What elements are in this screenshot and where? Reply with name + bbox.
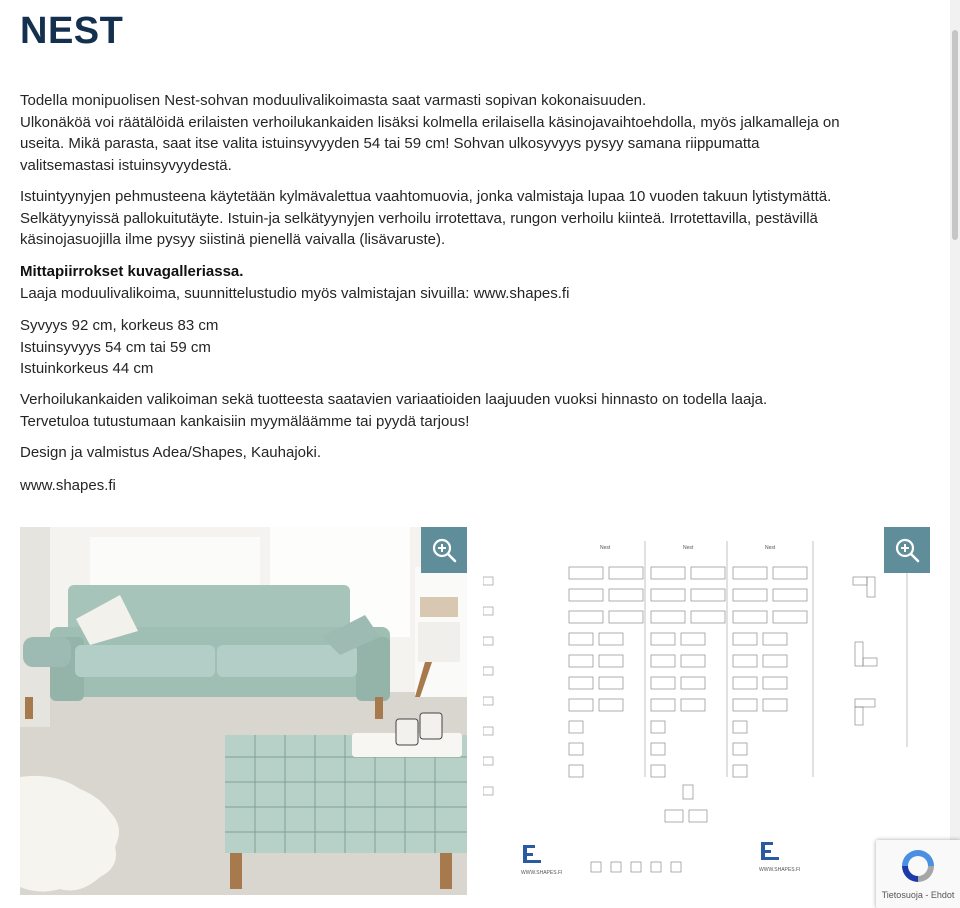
module-drawing	[651, 743, 665, 755]
fabric-line: Tervetuloa tutustumaan kankaisiin myymäläämme tai pyydä tarjous!	[20, 412, 470, 430]
module-drawing	[733, 611, 767, 623]
module-drawing	[773, 589, 807, 601]
module-drawing	[733, 721, 747, 733]
page-scrollbar[interactable]	[950, 0, 960, 908]
module-drawing	[763, 677, 787, 689]
dimensions-list	[20, 315, 940, 380]
design-text: Design ja valmistus Adea/Shapes, Kauhajoki.	[20, 444, 322, 461]
module-drawing	[733, 633, 757, 645]
module-drawing	[733, 589, 767, 601]
drawing-brand-text: WWW.SHAPES.FI	[759, 867, 801, 873]
intro-paragraph	[20, 90, 940, 176]
module-drawing	[569, 611, 603, 623]
module-drawing	[651, 699, 675, 711]
module-drawing	[691, 567, 725, 579]
module-drawing	[733, 567, 767, 579]
drawings-paragraph	[20, 261, 940, 304]
module-drawing	[651, 589, 685, 601]
module-drawing	[609, 589, 643, 601]
drawing-column-title: Nest	[765, 545, 776, 551]
fabric-line: Verhoilukankaiden valikoiman sekä tuotteesta saatavien variaatioiden laajuuden vuoksi hinnasto on todella laaja.	[20, 391, 768, 408]
module-drawing	[733, 743, 747, 755]
module-drawing	[733, 677, 757, 689]
module-drawing	[733, 765, 747, 777]
scrollbar-thumb[interactable]	[952, 30, 958, 240]
module-drawing	[763, 655, 787, 667]
module-drawing	[681, 633, 705, 645]
module-drawing	[763, 699, 787, 711]
dimension-depth: Syvyys 92 cm, korkeus 83 cm	[20, 317, 219, 334]
module-drawing	[733, 699, 757, 711]
module-drawing	[773, 567, 807, 579]
sofa-photo[interactable]	[20, 527, 467, 895]
intro-line: Todella monipuolisen Nest-sohvan moduulivalikoimasta saat varmasti sopivan kokonaisuuden.	[20, 92, 647, 109]
module-drawing	[733, 655, 757, 667]
module-drawing	[569, 655, 593, 667]
drawings-line	[20, 283, 940, 305]
module-drawing	[763, 633, 787, 645]
cushion-line: käsinojasuojilla ilme pysyy siistinä pienellä vaivalla (lisävaruste).	[20, 231, 446, 248]
sofa-illustration	[20, 527, 467, 895]
module-drawing	[569, 721, 583, 733]
module-drawing	[681, 655, 705, 667]
recaptcha-links[interactable]	[876, 890, 960, 900]
module-drawing	[569, 677, 593, 689]
drawing-column-title: Nest	[600, 545, 611, 551]
module-drawing	[609, 567, 643, 579]
module-drawing	[773, 611, 807, 623]
cushion-line: Selkätyynyissä pallokuitutäyte. Istuin-ja selkätyynyjen verhoilu irrotettava, rungon verhoilu kiinteä. Irrotettavilla, pestävillä	[20, 209, 818, 227]
module-drawings[interactable]	[483, 527, 930, 895]
zoom-button-right[interactable]	[884, 527, 930, 573]
module-drawing	[569, 567, 603, 579]
module-drawing	[691, 611, 725, 623]
module-drawing	[681, 699, 705, 711]
module-drawing	[569, 699, 593, 711]
module-drawing	[651, 655, 675, 667]
intro-line: valitsemastasi istuinsyvyydestä.	[20, 156, 232, 174]
intro-line: Ulkonäköä voi räätälöidä erilaisten verhoilukankaiden lisäksi kolmella erilaisella käsinojavaihtoehdolla, myös jalkamalleja on	[20, 113, 840, 131]
module-drawing	[651, 567, 685, 579]
drawings-heading: Mittapiirrokset kuvagalleriassa.	[20, 263, 244, 280]
module-drawing	[691, 589, 725, 601]
recaptcha-icon	[898, 846, 938, 886]
drawing-column-title: Nest	[683, 545, 694, 551]
module-drawing	[651, 677, 675, 689]
module-drawings-illustration	[483, 527, 930, 895]
module-drawing	[599, 677, 623, 689]
module-drawing	[651, 611, 685, 623]
zoom-button-left[interactable]	[421, 527, 467, 573]
module-drawing	[569, 633, 593, 645]
drawing-brand-text: WWW.SHAPES.FI	[521, 870, 563, 876]
module-drawing	[651, 721, 665, 733]
page-title: NEST	[20, 10, 124, 52]
module-drawing	[569, 743, 583, 755]
module-drawing	[599, 655, 623, 667]
intro-line: useita. Mikä parasta, saat itse valita istuinsyvyyden 54 tai 59 cm! Sohvan ulkosyvyys pysyy samana riippumatta	[20, 135, 760, 152]
module-drawing	[569, 765, 583, 777]
module-drawing	[651, 633, 675, 645]
dimension-seat-height: Istuinkorkeus 44 cm	[20, 360, 154, 377]
module-drawing	[681, 677, 705, 689]
cushion-paragraph	[20, 186, 940, 251]
module-drawing	[651, 765, 665, 777]
cushion-line: Istuintyynyjen pehmusteena käytetään kylmävalettua vaahtomuovia, jonka valmistaja lupaa 10 vuoden takuun lytistymättä.	[20, 188, 832, 205]
module-drawing	[569, 589, 603, 601]
website-link[interactable]: www.shapes.fi	[20, 477, 116, 494]
zoom-in-icon	[893, 536, 921, 564]
module-drawing	[599, 633, 623, 645]
recaptcha-badge[interactable]	[876, 840, 960, 908]
module-drawing	[599, 699, 623, 711]
zoom-in-icon	[430, 536, 458, 564]
dimension-seat-depth: Istuinsyvyys 54 cm tai 59 cm	[20, 338, 211, 356]
module-drawing	[609, 611, 643, 623]
recaptcha-links-text[interactable]: Tietosuoja - Ehdot	[881, 890, 955, 900]
shapes-link[interactable]: www.shapes.fi	[473, 284, 570, 302]
fabric-paragraph	[20, 389, 940, 432]
drawings-text: Laaja moduulivalikoima, suunnittelustudio myös valmistajan sivuilla:	[20, 284, 474, 302]
